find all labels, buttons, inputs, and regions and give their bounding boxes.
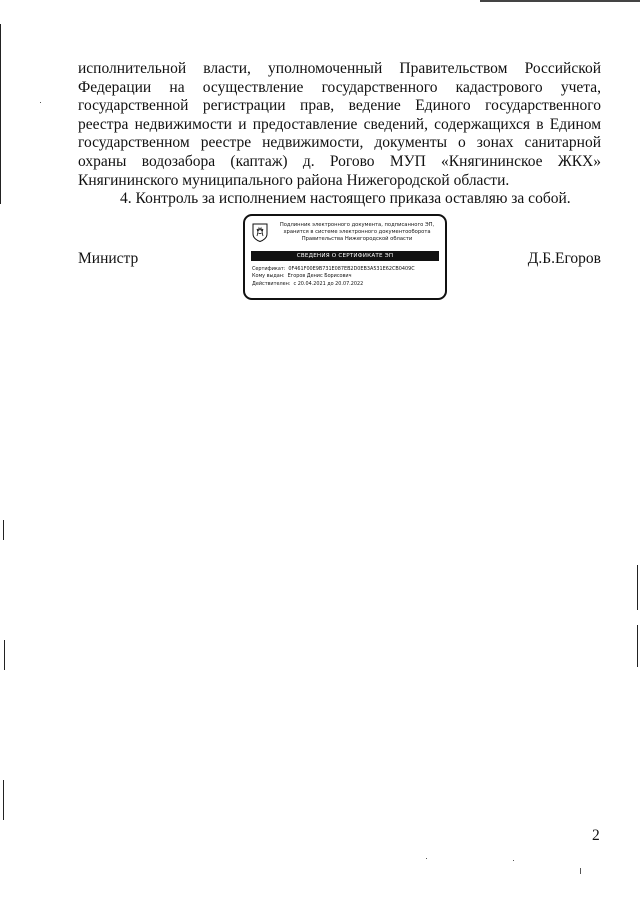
scan-edge-right [637,565,638,610]
issued-to-label: Кому выдан: [252,273,285,280]
deer-coat-of-arms-icon [252,223,268,242]
validity-value: с 20.04.2021 до 20.07.2022 [293,280,364,287]
stamp-header [271,222,443,242]
validity-label: Действителен: [252,280,291,287]
signatory-name: Д.Б.Егоров [527,250,601,267]
signatory-title: Министр [78,250,139,267]
stamp-header-line: Подлинник электронного документа, подписанного ЭП, [279,222,435,228]
paragraph-continued: исполнительной власти, уполномоченный Правительством Российской Федерации на осуществление государственного кадастрового учета, государственной регистрации прав, ведение Единого государственного реестра недвижимости и предоставление сведений, содержащихся в Едином государственном реестре недвижимости, документы о зонах санитарной охраны водозабора (каптаж) д. Рогово МУП «Княгининское ЖКХ» Княгининского муниципального района Нижегородской области. [78,60,601,189]
scan-edge-right [637,625,638,667]
certificate-label: Сертификат: [252,266,286,272]
issued-to-row [252,273,444,280]
scan-edge-left-mark [3,520,4,540]
scan-dust [426,858,427,859]
scan-dust [40,102,41,103]
stamp-header-line: Правительства Нижегородской области [301,235,413,242]
certificate-row [252,266,444,273]
scan-top-rule [480,0,640,2]
certificate-value: 0F461F00E9B731E087EB2D0EB3A531E62CB0409C [288,266,415,272]
scan-dust [580,868,581,874]
paragraph-item-4: 4. Контроль за исполнением настоящего приказа оставляю за собой. [120,190,571,208]
stamp-certificate-details [252,266,444,288]
page-number: 2 [592,827,600,844]
scan-edge-left-mark [4,640,5,670]
electronic-signature-stamp [243,214,447,300]
stamp-banner: СВЕДЕНИЯ О СЕРТИФИКАТЕ ЭП [251,251,439,261]
stamp-header-line: хранится в системе электронного документооборота [283,228,431,235]
scan-edge-left [0,24,1,204]
document-body [78,60,601,209]
validity-row [252,281,444,288]
scan-edge-left-mark [3,780,4,820]
scan-dust [513,860,514,861]
issued-to-value: Егоров Денис Борисович [287,273,352,280]
